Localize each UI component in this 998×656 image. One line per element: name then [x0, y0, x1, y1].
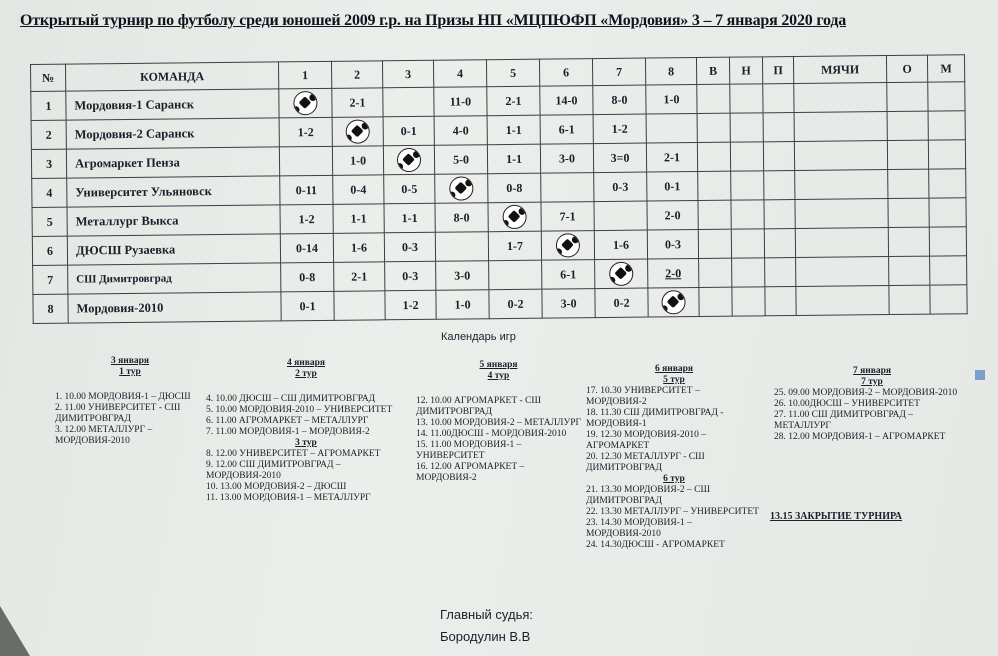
football-icon — [661, 290, 685, 314]
row-num: 1 — [31, 91, 66, 120]
score-cell: 5-0 — [434, 145, 487, 175]
game-item: 15. 11.00 МОРДОВИЯ-1 – УНИВЕРСИТЕТ — [416, 440, 522, 461]
day-date: 6 января — [654, 364, 694, 374]
wins-cell — [699, 287, 732, 316]
tour-label: 3 тур — [295, 438, 317, 448]
points-cell — [887, 140, 928, 169]
game-item: 25. 09.00 МОРДОВИЯ-2 – МОРДОВИЯ-2010 — [774, 388, 958, 398]
game-item: 23. 14.30 МОРДОВИЯ-1 – МОРДОВИЯ-2010 — [586, 518, 692, 539]
place-cell — [928, 111, 965, 140]
game-item: 18. 11.30 СШ ДИМИТРОВГРАД - МОРДОВИЯ-1 — [586, 408, 724, 429]
points-cell — [887, 82, 928, 111]
game-item: 24. 14.30ДЮСШ - АГРОМАРКЕТ — [586, 540, 725, 550]
self-match-cell — [435, 174, 488, 204]
goals-cell — [794, 83, 887, 113]
football-icon — [449, 176, 473, 200]
losses-cell — [765, 257, 796, 286]
score-cell: 3-0 — [540, 144, 593, 174]
points-cell — [889, 256, 930, 285]
goals-cell — [795, 170, 888, 200]
score-cell: 0-8 — [281, 262, 334, 292]
score-cell: 0-8 — [488, 173, 541, 203]
chief-judge — [440, 604, 533, 648]
wins-cell — [697, 113, 730, 142]
tour-label: 5 тур — [663, 375, 685, 385]
team-name: Университет Ульяновск — [67, 176, 280, 207]
team-name: ДЮСШ Рузаевка — [67, 234, 280, 265]
score-cell — [279, 146, 332, 176]
game-item: 8. 12.00 УНИВЕРСИТЕТ – АГРОМАРКЕТ — [206, 449, 381, 459]
place-cell — [928, 82, 965, 111]
score-cell: 0-14 — [280, 233, 333, 263]
score-cell: 0-3 — [385, 261, 436, 291]
score-cell: 3-0 — [436, 261, 489, 291]
game-item: 5. 10.00 МОРДОВИЯ-2010 – УНИВЕРСИТЕТ — [206, 405, 393, 415]
game-item: 28. 12.00 МОРДОВИЯ-1 – АГРОМАРКЕТ — [774, 432, 946, 442]
game-item: 9. 12.00 СШ ДИМИТРОВГРАД – МОРДОВИЯ-2010 — [206, 460, 341, 481]
col-header-team: КОМАНДА — [66, 62, 279, 91]
score-cell: 8-0 — [593, 85, 646, 115]
points-cell — [888, 227, 929, 256]
score-cell: 4-0 — [434, 116, 487, 146]
score-cell: 6-1 — [542, 260, 595, 290]
wins-cell — [698, 229, 731, 258]
col-header-5: 5 — [486, 59, 539, 87]
wins-cell — [697, 142, 730, 171]
game-item: 17. 10.30 УНИВЕРСИТЕТ – МОРДОВИЯ-2 — [586, 386, 700, 407]
score-cell: 0-5 — [384, 174, 435, 204]
goals-cell — [795, 199, 888, 229]
score-cell — [334, 291, 385, 321]
calendar-day-2 — [206, 358, 406, 504]
score-cell: 8-0 — [435, 203, 488, 233]
row-num: 4 — [32, 178, 67, 207]
tour-label: 7 тур — [861, 377, 883, 387]
col-header-4: 4 — [433, 60, 486, 88]
row-num: 3 — [31, 149, 66, 178]
game-item: 27. 11.00 СШ ДИМИТРОВГРАД – МЕТАЛЛУРГ — [774, 410, 914, 431]
score-cell — [541, 173, 594, 203]
score-cell: 0-1 — [281, 291, 334, 321]
tour-label: 2 тур — [295, 369, 317, 379]
losses-cell — [764, 199, 795, 228]
score-cell: 3-0 — [542, 289, 595, 319]
self-match-cell — [648, 288, 699, 318]
score-cell: 1-2 — [385, 290, 436, 320]
team-name: Агромаркет Пенза — [66, 147, 279, 178]
losses-cell — [763, 142, 794, 171]
day-date: 5 января — [479, 360, 518, 370]
place-cell — [929, 227, 966, 256]
row-num: 8 — [33, 294, 68, 323]
score-cell: 1-7 — [488, 231, 541, 261]
score-cell — [383, 87, 434, 117]
score-cell: 2-1 — [332, 88, 383, 118]
draws-cell — [732, 287, 765, 316]
col-header-6: 6 — [539, 59, 592, 87]
day-date: 4 января — [286, 358, 326, 368]
col-header-losses: П — [762, 57, 793, 84]
draws-cell — [732, 258, 765, 287]
draws-cell — [731, 229, 764, 258]
results-table — [30, 54, 968, 324]
game-item: 11. 13.00 МОРДОВИЯ-1 – МЕТАЛЛУРГ — [206, 493, 371, 503]
score-cell: 1-2 — [280, 204, 333, 234]
score-cell — [435, 232, 488, 262]
score-cell: 1-2 — [593, 114, 646, 144]
row-num: 7 — [33, 265, 68, 294]
score-cell: 0-4 — [333, 175, 384, 205]
place-cell — [929, 198, 966, 227]
score-cell: 1-2 — [279, 117, 332, 147]
game-item: 26. 10.00ДЮСШ – УНИВЕРСИТЕТ — [774, 399, 920, 409]
score-cell: 1-0 — [646, 85, 697, 115]
judge-name: Бородулин В.В — [440, 629, 531, 644]
score-cell: 3=0 — [593, 143, 646, 173]
score-cell: 0-2 — [489, 289, 542, 319]
game-item: 3. 12.00 МЕТАЛЛУРГ – МОРДОВИЯ-2010 — [55, 425, 153, 446]
football-icon — [397, 148, 421, 172]
score-cell: 11-0 — [434, 87, 487, 117]
self-match-cell — [541, 231, 594, 261]
place-cell — [929, 169, 966, 198]
team-name: Мордовия-2010 — [68, 292, 281, 323]
score-cell: 1-0 — [332, 146, 383, 176]
losses-cell — [765, 286, 796, 315]
points-cell — [888, 198, 929, 227]
score-cell: 1-6 — [333, 233, 384, 263]
losses-cell — [763, 84, 794, 113]
game-item: 4. 10.00 ДЮСШ – СШ ДИМИТРОВГРАД — [206, 394, 376, 404]
game-item: 16. 12.00 АГРОМАРКЕТ – МОРДОВИЯ-2 — [416, 462, 525, 483]
page-title: Открытый турнир по футболу среди юношей 2009 г.р. на Призы НП «МЦПЮФП «Мордовия» 3 – 7 января 2020 года — [20, 12, 847, 29]
score-cell: 2-0 — [648, 259, 699, 289]
col-header-7: 7 — [592, 58, 645, 86]
score-cell — [489, 260, 542, 290]
football-icon — [346, 119, 370, 143]
self-match-cell — [488, 202, 541, 232]
game-item: 22. 13.30 МЕТАЛЛУРГ – УНИВЕРСИТЕТ — [586, 507, 759, 517]
game-item: 12. 10.00 АГРОМАРКЕТ - СШ ДИМИТРОВГРАД — [416, 396, 541, 417]
col-header-3: 3 — [382, 60, 433, 88]
draws-cell — [731, 171, 764, 200]
tour-label: 1 тур — [119, 367, 141, 377]
team-name: Мордовия-1 Саранск — [66, 89, 279, 120]
score-cell — [594, 201, 647, 231]
score-cell: 1-1 — [487, 144, 540, 174]
team-name: СШ Димитровград — [68, 263, 281, 294]
team-name: Металлург Выкса — [67, 205, 280, 236]
game-item: 19. 12.30 МОРДОВИЯ-2010 – АГРОМАРКЕТ — [586, 430, 707, 451]
calendar-day-1 — [55, 356, 205, 447]
score-cell: 0-11 — [280, 175, 333, 205]
score-cell: 1-1 — [487, 115, 540, 145]
calendar-day-3 — [416, 360, 581, 484]
football-icon — [609, 262, 633, 286]
col-header-8: 8 — [645, 58, 696, 86]
game-item: 13. 10.00 МОРДОВИЯ-2 – МЕТАЛЛУРГ — [416, 418, 581, 428]
score-cell: 14-0 — [540, 86, 593, 116]
day-date: 3 января — [110, 356, 150, 366]
football-icon — [293, 91, 317, 115]
calendar-day-5 — [774, 366, 970, 443]
score-cell: 7-1 — [541, 202, 594, 232]
row-num: 6 — [32, 236, 67, 265]
score-cell: 0-2 — [595, 288, 648, 318]
draws-cell — [731, 200, 764, 229]
goals-cell — [795, 228, 888, 258]
col-header-goals: МЯЧИ — [793, 56, 886, 84]
football-icon — [503, 205, 527, 229]
points-cell — [887, 111, 928, 140]
goals-cell — [794, 112, 887, 142]
game-item: 6. 11.00 АГРОМАРКЕТ – МЕТАЛЛУРГ — [206, 416, 369, 426]
goals-cell — [794, 141, 887, 171]
score-cell: 2-0 — [647, 201, 698, 231]
draws-cell — [730, 142, 763, 171]
losses-cell — [764, 228, 795, 257]
col-header-num: № — [31, 64, 66, 91]
col-header-draws: Н — [729, 57, 762, 84]
score-cell: 2-1 — [646, 143, 697, 173]
col-header-2: 2 — [331, 61, 382, 89]
score-cell: 6-1 — [540, 115, 593, 145]
wins-cell — [698, 200, 731, 229]
calendar-caption: Календарь игр — [441, 331, 516, 343]
judge-label: Главный судья: — [440, 607, 534, 622]
points-cell — [888, 169, 929, 198]
row-num: 5 — [32, 207, 67, 236]
row-num: 2 — [31, 120, 66, 149]
losses-cell — [763, 113, 794, 142]
place-cell — [928, 140, 965, 169]
game-item: 2. 11.00 УНИВЕРСИТЕТ - СШ ДИМИТРОВГРАД — [55, 403, 181, 424]
score-cell: 0-1 — [647, 172, 698, 202]
photo-shadow — [0, 606, 30, 656]
place-cell — [930, 285, 967, 314]
wins-cell — [698, 171, 731, 200]
self-match-cell — [595, 259, 648, 289]
football-icon — [556, 233, 580, 257]
game-item: 21. 13.30 МОРДОВИЯ-2 – СШ ДИМИТРОВГРАД — [586, 485, 711, 506]
day-date: 7 января — [852, 366, 892, 376]
place-cell — [930, 256, 967, 285]
score-cell: 0-3 — [594, 172, 647, 202]
score-cell: 2-1 — [334, 262, 385, 292]
wins-cell — [697, 84, 730, 113]
score-cell: 2-1 — [487, 86, 540, 116]
tour-label: 4 тур — [487, 371, 510, 381]
game-item: 20. 12.30 МЕТАЛЛУРГ - СШ ДИМИТРОВГРАД — [586, 452, 705, 473]
tour-label: 6 тур — [663, 474, 685, 484]
closing-ceremony: 13.15 ЗАКРЫТИЕ ТУРНИРА — [770, 511, 903, 522]
score-cell: 1-0 — [436, 290, 489, 320]
col-header-points: О — [886, 55, 927, 82]
game-item: 14. 11.00ДЮСШ - МОРДОВИЯ-2010 — [416, 429, 567, 439]
self-match-cell — [279, 88, 332, 118]
game-item: 7. 11.00 МОРДОВИЯ-1 – МОРДОВИЯ-2 — [206, 427, 370, 437]
goals-cell — [796, 257, 889, 287]
score-cell: 1-1 — [333, 204, 384, 234]
self-match-cell — [383, 145, 434, 175]
game-item: 1. 10.00 МОРДОВИЯ-1 – ДЮСШ — [55, 392, 191, 402]
score-cell: 1-6 — [594, 230, 647, 260]
wins-cell — [699, 258, 732, 287]
game-item: 10. 13.00 МОРДОВИЯ-2 – ДЮСШ — [206, 482, 347, 492]
draws-cell — [730, 84, 763, 113]
score-cell: 0-1 — [383, 116, 434, 146]
points-cell — [889, 285, 930, 314]
draws-cell — [730, 113, 763, 142]
score-cell: 0-3 — [384, 232, 435, 262]
team-name: Мордовия-2 Саранск — [66, 118, 279, 149]
self-match-cell — [332, 117, 383, 147]
col-header-1: 1 — [278, 61, 331, 89]
score-cell: 0-3 — [647, 230, 698, 260]
calendar-day-4 — [586, 364, 762, 551]
goals-cell — [796, 286, 889, 316]
col-header-place: М — [927, 55, 964, 82]
col-header-wins: В — [696, 57, 729, 84]
score-cell — [646, 114, 697, 144]
blue-square-mark — [975, 370, 985, 380]
losses-cell — [764, 170, 795, 199]
score-cell: 1-1 — [384, 203, 435, 233]
